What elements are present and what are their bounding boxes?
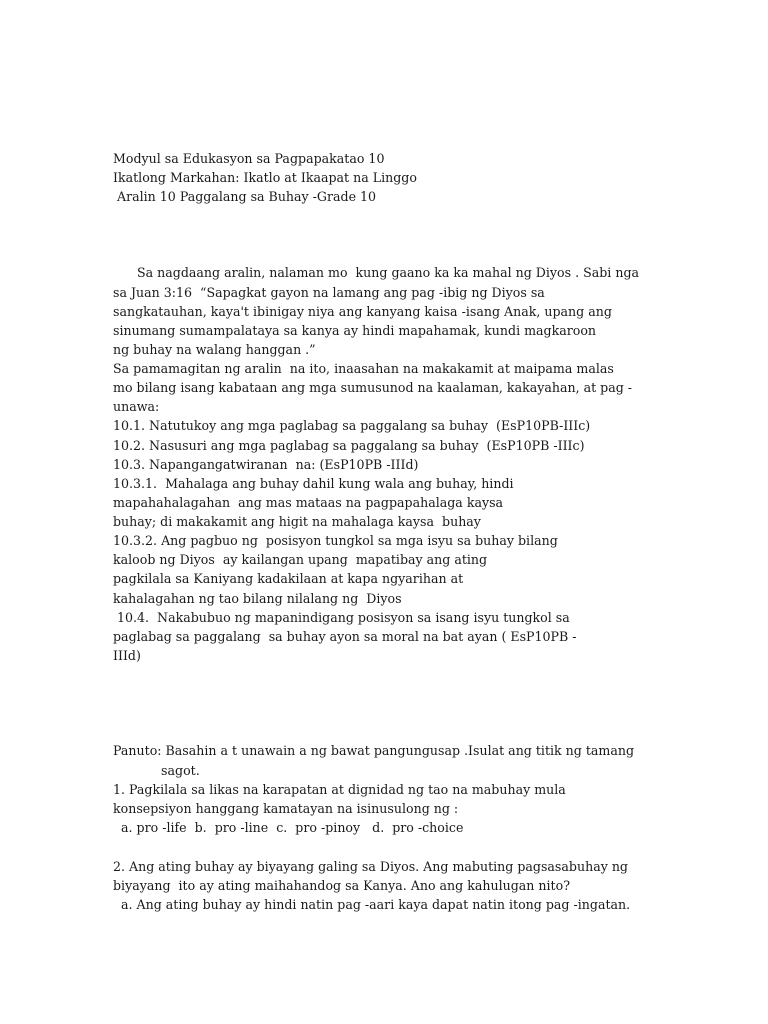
question-text: 1. Pagkilala sa likas na karapatan at dignidad ng tao na mabuhay mula	[113, 782, 566, 797]
objective-item: buhay; di makakamit ang higit na mahalaga kaysa buhay	[113, 514, 481, 529]
objective-item: kaloob ng Diyos ay kailangan upang mapatibay ang ating	[113, 552, 488, 567]
intro-line: sa Juan 3:16 “Sapagkat gayon na lamang ang pag -ibig ng Diyos sa	[113, 285, 545, 300]
quarter-label: Ikatlong Markahan: Ikatlo at Ikaapat na Linggo	[113, 170, 417, 185]
objective-item: 10.2. Nasusuri ang mga paglabag sa paggalang sa buhay (EsP10PB -IIIc)	[113, 438, 585, 453]
intro-line: Sa nagdaang aralin, nalaman mo kung gaano ka ka mahal ng Diyos . Sabi nga	[113, 265, 640, 280]
objective-item: 10.3.1. Mahalaga ang buhay dahil kung wala ang buhay, hindi	[113, 476, 514, 491]
intro-line: mo bilang isang kabataan ang mga sumusunod na kaalaman, kakayahan, at pag -	[113, 380, 633, 395]
objective-item: IIId)	[113, 648, 141, 663]
objective-item: 10.3. Napangangatwiranan na: (EsP10PB -IIId)	[113, 457, 419, 472]
intro-line: sinumang sumampalataya sa kanya ay hindi mapahamak, kundi magkaroon	[113, 323, 597, 338]
objective-item: 10.4. Nakabubuo ng mapanindigang posisyon sa isang isyu tungkol sa	[113, 610, 570, 625]
answer-choices: a. Ang ating buhay ay hindi natin pag -aari kaya dapat natin itong pag -ingatan.	[113, 897, 631, 912]
intro-line: Sa pamamagitan ng aralin na ito, inaasahan na makakamit at maipama malas	[113, 361, 614, 376]
intro-line: sangkatauhan, kaya't ibinigay niya ang kanyang kaisa -isang Anak, upang ang	[113, 304, 612, 319]
objective-item: paglabag sa paggalang sa buhay ayon sa moral na bat ayan ( EsP10PB -	[113, 629, 577, 644]
question-text: biyayang ito ay ating maihahandog sa Kanya. Ano ang kahulugan nito?	[113, 878, 570, 893]
objective-item: pagkilala sa Kaniyang kadakilaan at kapa ngyarihan at	[113, 571, 464, 586]
intro-line: ng buhay na walang hanggan .”	[113, 342, 316, 357]
module-title: Modyul sa Edukasyon sa Pagpapakatao 10	[113, 151, 385, 166]
question-text: konsepsiyon hanggang kamatayan na isinusulong ng :	[113, 801, 459, 816]
question-text: 2. Ang ating buhay ay biyayang galing sa Diyos. Ang mabuting pagsasabuhay ng	[113, 859, 628, 874]
intro-line: unawa:	[113, 399, 160, 414]
lesson-title: Aralin 10 Paggalang sa Buhay -Grade 10	[113, 189, 377, 204]
quiz-instructions: Panuto: Basahin a t unawain a ng bawat pangungusap .Isulat ang titik ng tamang	[113, 743, 635, 758]
objective-item: kahalagahan ng tao bilang nilalang ng Diyos	[113, 591, 402, 606]
answer-choices: a. pro -life b. pro -line c. pro -pinoy d. pro -choice	[113, 820, 464, 835]
objective-item: 10.3.2. Ang pagbuo ng posisyon tungkol sa mga isyu sa buhay bilang	[113, 533, 558, 548]
objective-item: 10.1. Natutukoy ang mga paglabag sa paggalang sa buhay (EsP10PB-IIIc)	[113, 418, 591, 433]
quiz-instructions: sagot.	[113, 763, 200, 778]
objective-item: mapahahalagahan ang mas mataas na pagpapahalaga kaysa	[113, 495, 504, 510]
